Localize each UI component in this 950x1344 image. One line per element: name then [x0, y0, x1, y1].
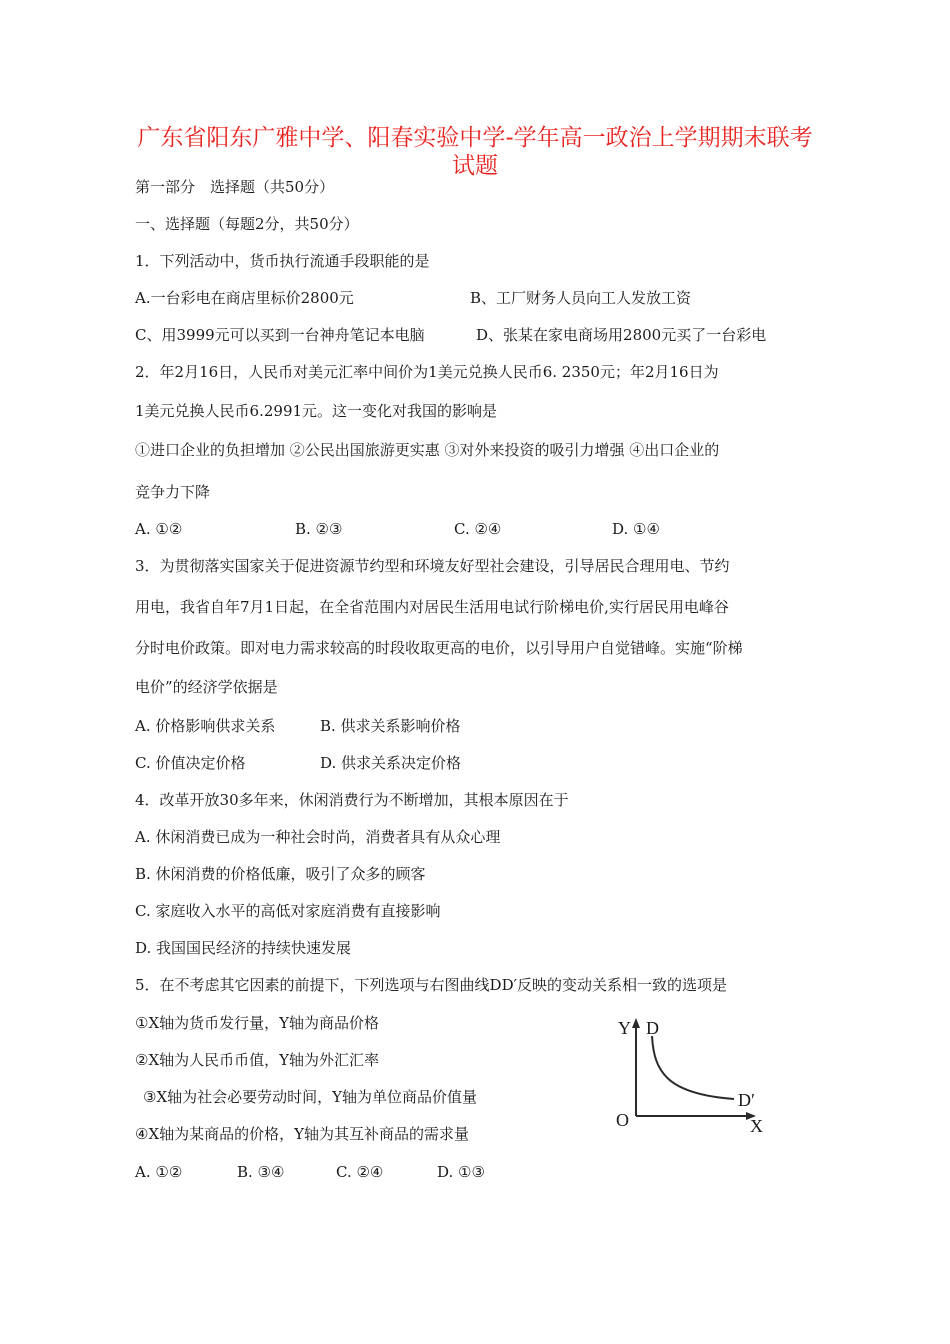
q2-statements-line-2: 竞争力下降 — [135, 483, 211, 501]
q5-statement-1: ①X轴为货币发行量，Y轴为商品价格 — [135, 1014, 380, 1032]
q5-option-d: D. ①③ — [437, 1163, 485, 1181]
curve-start-label: D — [646, 1018, 659, 1038]
q4-option-b: B. 休闲消费的价格低廉，吸引了众多的顾客 — [135, 865, 426, 883]
y-axis-arrow — [632, 1018, 640, 1028]
origin-label: O — [616, 1110, 629, 1130]
q2-option-a: A. ①② — [135, 520, 183, 538]
q1-option-a: A.一台彩电在商店里标价2800元 — [135, 289, 354, 307]
q3-stem-line-1: 3．为贯彻落实国家关于促进资源节约型和环境友好型社会建设，引导居民合理用电、节约 — [135, 557, 730, 575]
part-heading: 第一部分 选择题（共50分） — [135, 178, 335, 196]
dd-curve — [652, 1036, 734, 1099]
q4-stem: 4．改革开放30多年来，休闲消费行为不断增加，其根本原因在于 — [135, 791, 569, 809]
q1-option-b: B、工厂财务人员向工人发放工资 — [470, 289, 692, 307]
q2-stem-line-2: 1美元兑换人民币6.2991元。这一变化对我国的影响是 — [135, 402, 498, 420]
q2-option-d: D. ①④ — [612, 520, 660, 538]
q5-statement-4: ④X轴为某商品的价格，Y轴为其互补商品的需求量 — [135, 1125, 470, 1143]
q4-option-c: C. 家庭收入水平的高低对家庭消费有直接影响 — [135, 902, 441, 920]
q2-option-c: C. ②④ — [454, 520, 502, 538]
q5-stem: 5．在不考虑其它因素的前提下，下列选项与右图曲线DD′反映的变动关系相一致的选项是 — [135, 976, 728, 994]
q3-stem-line-4: 电价”的经济学依据是 — [135, 678, 278, 696]
curve-end-label: D′ — [738, 1090, 755, 1110]
y-axis-label: Y — [618, 1018, 631, 1038]
q2-option-b: B. ②③ — [295, 520, 343, 538]
q5-option-b: B. ③④ — [237, 1163, 285, 1181]
q3-stem-line-2: 用电，我省自年7月1日起，在全省范围内对居民生活用电试行阶梯电价,实行居民用电峰谷 — [135, 598, 729, 616]
q4-option-d: D. 我国国民经济的持续快速发展 — [135, 939, 352, 957]
q5-statement-2: ②X轴为人民币币值，Y轴为外汇汇率 — [135, 1051, 380, 1069]
title-line-2: 试题 — [452, 153, 498, 179]
q3-option-d: D. 供求关系决定价格 — [320, 754, 462, 772]
title-line-1: 广东省阳东广雅中学、阳春实验中学-学年高一政治上学期期末联考 — [137, 125, 813, 151]
x-axis-label: X — [750, 1116, 763, 1134]
q5-curve-diagram — [612, 1012, 782, 1134]
q5-statement-3: ③X轴为社会必要劳动时间，Y轴为单位商品价值量 — [143, 1088, 478, 1106]
q1-option-d: D、张某在家电商场用2800元买了一台彩电 — [476, 326, 767, 344]
section-heading: 一、选择题（每题2分，共50分） — [135, 215, 359, 233]
q3-option-a: A. 价格影响供求关系 — [135, 717, 276, 735]
q3-stem-line-3: 分时电价政策。即对电力需求较高的时段收取更高的电价，以引导用户自觉错峰。实施“阶梯 — [135, 639, 743, 657]
q3-option-c: C. 价值决定价格 — [135, 754, 246, 772]
q2-stem-line-1: 2．年2月16日，人民币对美元汇率中间价为1美元兑换人民币6. 2350元；年2月16日为 — [135, 363, 719, 381]
q1-stem: 1．下列活动中，货币执行流通手段职能的是 — [135, 252, 430, 270]
q5-option-a: A. ①② — [135, 1163, 183, 1181]
q3-option-b: B. 供求关系影响价格 — [320, 717, 461, 735]
q1-option-c: C、用3999元可以买到一台神舟笔记本电脑 — [135, 326, 425, 344]
q2-statements-line-1: ①进口企业的负担增加 ②公民出国旅游更实惠 ③对外来投资的吸引力增强 ④出口企业的 — [135, 441, 720, 459]
q4-option-a: A. 休闲消费已成为一种社会时尚，消费者具有从众心理 — [135, 828, 501, 846]
q5-option-c: C. ②④ — [336, 1163, 384, 1181]
